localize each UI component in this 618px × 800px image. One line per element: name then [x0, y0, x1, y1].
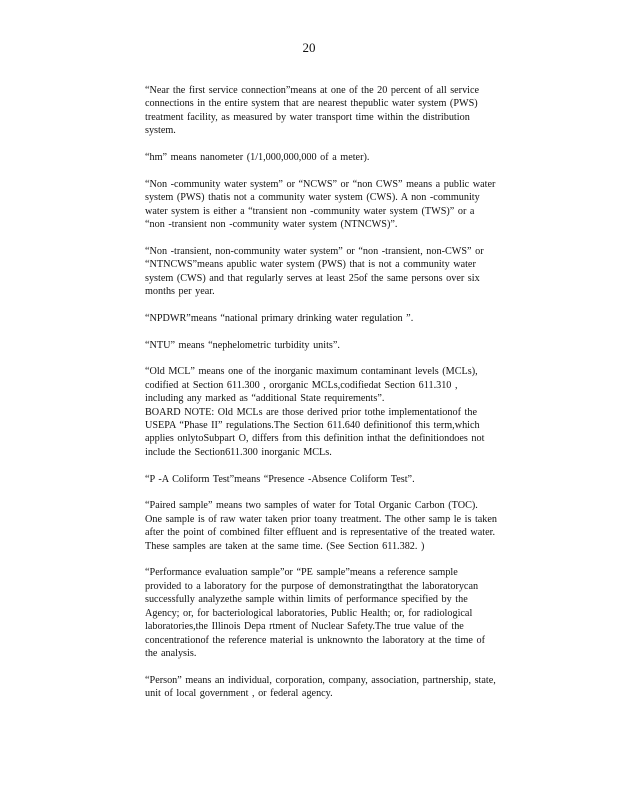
- text-line: after the point of combined filter effluent and is representative of the treated water.: [145, 527, 495, 539]
- definition-non-community-water-system: [145, 178, 547, 232]
- text-line: months per year.: [145, 286, 215, 298]
- text-line: These samples are taken at the same time. (See Section 611.382. ): [145, 540, 425, 552]
- text-line: including any marked as “additional State requirements”.: [145, 393, 385, 405]
- document-body: [145, 84, 547, 714]
- text-line: “NTNCWS”means apublic water system (PWS) that is not a community water: [145, 259, 476, 271]
- definition-non-transient-non-community-water-system: [145, 245, 547, 299]
- text-line: “hm” means nanometer (1/1,000,000,000 of a meter).: [145, 152, 370, 164]
- text-line: the analysis.: [145, 647, 197, 659]
- text-line: applies onlytoSubpart O, differs from this definition inthat the definitiondoes not: [145, 433, 485, 445]
- text-line: concentrationof the reference material is unknownto the laboratory at the time of: [145, 634, 485, 646]
- definition-p-a-coliform-test: [145, 473, 547, 486]
- text-line: system (CWS) and that regularly serves at least 25of the same persons over six: [145, 272, 480, 284]
- page-number: 20: [302, 40, 316, 55]
- text-line: “NTU” means “nephelometric turbidity units”.: [145, 339, 340, 351]
- definition-paired-sample: [145, 499, 547, 553]
- board-note-line: BOARD NOTE: Old MCLs are those derived prior tothe implementationof the: [145, 406, 477, 418]
- text-line: “NPDWR”means “national primary drinking water regulation ”.: [145, 312, 414, 324]
- definition-person: [145, 674, 547, 701]
- text-line: USEPA “Phase II” regulations.The Section 611.640 definitionof this term,which: [145, 420, 480, 432]
- text-line: “Old MCL” means one of the inorganic maximum contaminant levels (MCLs),: [145, 366, 478, 378]
- definition-performance-evaluation-sample: [145, 566, 547, 660]
- text-line: “Near the first service connection”means at one of the 20 percent of all service: [145, 85, 480, 96]
- text-line: “P -A Coliform Test”means “Presence -Absence Coliform Test”.: [145, 473, 415, 485]
- text-line: system.: [145, 125, 176, 137]
- text-line: laboratories,the Illinois Depa rtment of Nuclear Safety.The true value of the: [145, 621, 464, 633]
- text-line: system (PWS) thatis not a community water system (CWS). A non -community: [145, 192, 480, 204]
- text-line: treatment facility, as measured by water transport time within the distribution: [145, 111, 470, 123]
- text-line: “Paired sample” means two samples of water for Total Organic Carbon (TOC).: [145, 500, 478, 512]
- text-line: codified at Section 611.300 , ororganic MCLs,codifiedat Section 611.310 ,: [145, 379, 458, 391]
- text-line: Agency; or, for bacteriological laboratories, Public Health; or, for radiological: [145, 607, 473, 619]
- text-line: connections in the entire system that are nearest thepublic water system (PWS): [145, 98, 478, 110]
- text-line: “Person” means an individual, corporation, company, association, partnership, state,: [145, 674, 496, 686]
- definition-old-mcl: [145, 365, 547, 459]
- definition-npdwr: [145, 312, 547, 325]
- text-line: provided to a laboratory for the purpose of demonstratingthat the laboratorycan: [145, 580, 479, 592]
- text-line: One sample is of raw water taken prior toany treatment. The other samp le is taken: [145, 513, 498, 525]
- text-line: successfully analyzethe sample within limits of performance specified by the: [145, 594, 468, 606]
- text-line: “Non -transient, non-community water system” or “non -transient, non-CWS” or: [145, 245, 484, 257]
- text-line: water system is either a “transient non -community water system (TWS)” or a: [145, 205, 475, 217]
- text-line: “Non -community water system” or “NCWS” or “non CWS” means a public water: [145, 178, 496, 190]
- text-line: include the Section611.300 inorganic MCLs.: [145, 446, 332, 458]
- definition-ntu: [145, 339, 547, 352]
- text-line: “Performance evaluation sample”or “PE sample”means a reference sample: [145, 567, 458, 579]
- text-line: “non -transient non -community water system (NTNCWS)”.: [145, 219, 398, 231]
- definition-nm: [145, 151, 547, 164]
- definition-near-first-service-connection: [145, 84, 547, 138]
- text-line: unit of local government , or federal agency.: [145, 688, 333, 700]
